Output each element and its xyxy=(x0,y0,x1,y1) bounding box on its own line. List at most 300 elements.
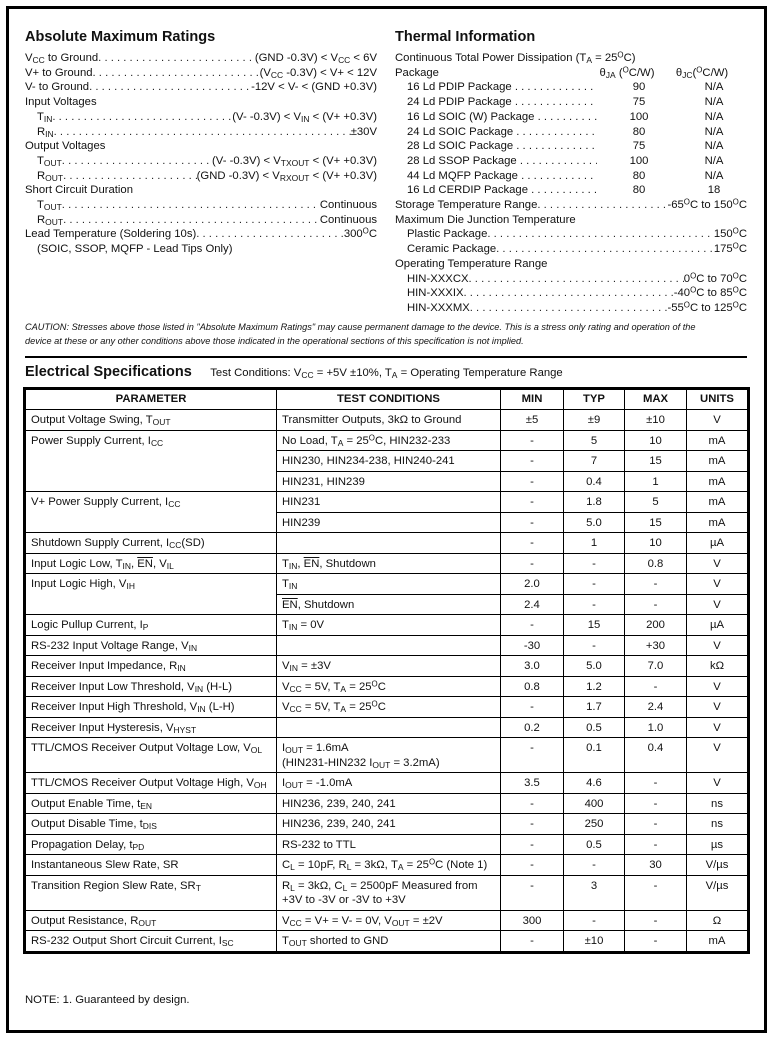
table-row xyxy=(26,574,748,595)
units-cell: V xyxy=(687,773,748,794)
subscript: OH xyxy=(253,780,267,791)
label-text: V xyxy=(25,52,33,64)
package-row xyxy=(395,154,747,169)
subscript: IN xyxy=(188,642,198,653)
text: (H-L) xyxy=(203,680,233,693)
subscript: HYST xyxy=(173,724,197,735)
degree-superscript: O xyxy=(428,857,436,867)
subscript: IL xyxy=(166,560,174,571)
degree-superscript: O xyxy=(371,678,378,688)
text: +3V to -3V or -3V to +3V xyxy=(282,894,406,906)
condition-cell xyxy=(277,574,501,595)
text: Output Enable Time, t xyxy=(31,797,141,810)
text: Transition Region Slew Rate, SR xyxy=(31,879,196,892)
typ-cell: 5 xyxy=(564,430,625,451)
text: (HIN231-HIN232 I xyxy=(282,756,373,769)
max-cell: 5 xyxy=(625,492,687,513)
label-text: Ceramic Package xyxy=(407,243,497,256)
overline-text: $\overline{EN}$ xyxy=(303,557,320,570)
leader-dots xyxy=(54,125,351,140)
max-cell: 1 xyxy=(625,471,687,492)
text: V xyxy=(282,660,290,672)
test-conditions xyxy=(210,367,562,379)
leader-dots xyxy=(512,81,597,93)
unit: C xyxy=(738,301,747,314)
typ-cell: 1.2 xyxy=(564,676,625,697)
typ-cell: - xyxy=(564,553,625,574)
column-header-test-conditions: TEST CONDITIONS xyxy=(277,390,501,410)
parameter-cell xyxy=(26,773,277,794)
theta-jc-value: N/A xyxy=(704,154,724,167)
subscript: A xyxy=(586,55,592,66)
min-cell: 2.4 xyxy=(501,594,564,615)
value-text: -55 xyxy=(667,301,684,314)
package-header xyxy=(395,66,747,81)
units-cell: ns xyxy=(687,814,748,835)
table-row xyxy=(26,410,748,431)
package-name: 16 Ld PDIP Package xyxy=(407,81,512,94)
subscript: JC xyxy=(682,69,693,80)
table-row xyxy=(26,553,748,574)
theta-ja-value: 75 xyxy=(632,96,646,109)
text: Continuous Total Power Dissipation (T xyxy=(395,52,587,64)
condition-cell: HIN231, HIN239 xyxy=(277,471,501,492)
section-title: Absolute Maximum Ratings xyxy=(25,29,216,45)
value-text: -65 xyxy=(667,199,684,212)
subscript: IN xyxy=(43,113,53,124)
text: T xyxy=(282,935,289,947)
typ-cell: 0.5 xyxy=(564,717,625,738)
table-row xyxy=(26,738,748,773)
package-name: 24 Ld SOIC Package xyxy=(407,125,514,138)
rating-vplus xyxy=(25,66,377,81)
degree-superscript: O xyxy=(362,227,369,236)
condition-cell: Transmitter Outputs, 3kΩ to Ground xyxy=(277,410,501,431)
text: Receiver Input Impedance, R xyxy=(31,660,178,672)
units-cell: V xyxy=(687,553,748,574)
min-cell: -30 xyxy=(501,635,564,656)
typ-cell: 1 xyxy=(564,533,625,554)
parameter-cell xyxy=(26,676,277,697)
table-row xyxy=(26,910,748,931)
subscript: CC xyxy=(289,704,302,715)
typ-cell: - xyxy=(564,594,625,615)
value-text: 70 xyxy=(720,272,733,285)
units-cell: mA xyxy=(687,430,748,451)
subscript: OUT xyxy=(45,172,64,183)
value-text: < (V+ +0.3V) xyxy=(309,110,377,123)
parameter-cell xyxy=(26,656,277,677)
package-name: 16 Ld SOIC (W) Package xyxy=(407,110,535,123)
text: C/W) xyxy=(702,66,729,79)
min-cell: - xyxy=(501,430,564,451)
text: = 3kΩ, C xyxy=(294,879,343,892)
typ-cell: ±9 xyxy=(564,410,625,431)
package-row xyxy=(395,139,747,154)
value-text: C xyxy=(368,228,377,241)
max-cell: 10 xyxy=(625,533,687,554)
subscript: IN xyxy=(197,704,206,715)
max-cell: 200 xyxy=(625,615,687,636)
leader-dots xyxy=(496,242,714,257)
text: Input Logic High, V xyxy=(31,578,127,590)
condition-cell xyxy=(277,717,501,738)
min-cell: 2.0 xyxy=(501,574,564,595)
rating-lead-temp xyxy=(25,227,377,242)
subscript: JA xyxy=(605,69,616,80)
parameter-cell xyxy=(26,814,277,835)
subscript: CC xyxy=(270,69,284,80)
unit: C xyxy=(738,228,747,241)
leader-dots xyxy=(464,286,674,301)
subscript: OUT xyxy=(43,202,62,213)
value-text: < (V+ +0.3V) xyxy=(309,154,377,167)
subscript: A xyxy=(397,862,404,873)
units-cell: µs xyxy=(687,834,748,855)
theta-ja-value: 80 xyxy=(632,169,646,182)
text: = 2500pF Measured from xyxy=(347,879,478,892)
table-header-row xyxy=(26,390,748,410)
text: C (Note 1) xyxy=(435,859,488,871)
text: Logic Pullup Current, I xyxy=(31,619,143,631)
units-cell: V xyxy=(687,594,748,615)
rating-sc-tout xyxy=(25,198,377,213)
value-text: -12V < V- < (GND +0.3V) xyxy=(251,81,377,94)
text: , Shutdown xyxy=(319,557,376,570)
text: C xyxy=(282,859,291,871)
text: = 5V, T xyxy=(301,680,341,693)
text: = 1.6mA xyxy=(303,742,349,754)
text: to xyxy=(698,301,714,314)
plastic-package-temp xyxy=(395,227,747,242)
subscript: T xyxy=(195,882,201,893)
subscript: IN xyxy=(288,560,298,571)
max-cell: 1.0 xyxy=(625,717,687,738)
footnote: NOTE: 1. Guaranteed by design. xyxy=(25,994,190,1006)
typ-cell: - xyxy=(564,855,625,876)
text: V xyxy=(282,914,290,927)
condition-cell xyxy=(277,773,501,794)
value-text: 300 xyxy=(343,228,363,241)
table-row xyxy=(26,656,748,677)
text: = 0V xyxy=(297,619,325,631)
theta-jc-value: N/A xyxy=(704,110,724,123)
unit: C xyxy=(738,287,747,300)
text: , V xyxy=(152,557,167,570)
text: Output Resistance, R xyxy=(31,914,139,927)
condition-cell xyxy=(277,855,501,876)
parameter-cell xyxy=(26,834,277,855)
package-name: 28 Ld SSOP Package xyxy=(407,154,517,167)
theta-ja-value: 80 xyxy=(632,125,646,138)
subscript: OUT xyxy=(138,917,157,928)
degree-superscript: O xyxy=(732,242,739,251)
condition-cell xyxy=(277,910,501,931)
text: RS-232 Input Voltage Range, V xyxy=(31,639,189,652)
condition-cell xyxy=(277,533,501,554)
parameter-cell xyxy=(26,910,277,931)
units-cell: kΩ xyxy=(687,656,748,677)
text: Input Logic Low, T xyxy=(31,557,123,570)
condition-cell xyxy=(277,697,501,718)
text: C) xyxy=(623,52,636,64)
package-row xyxy=(395,80,747,95)
max-cell: 2.4 xyxy=(625,697,687,718)
parameter-cell xyxy=(26,574,277,615)
subscript: EN xyxy=(140,800,153,811)
units-cell: µA xyxy=(687,533,748,554)
max-cell: ±10 xyxy=(625,410,687,431)
electrical-specifications-heading xyxy=(25,363,563,381)
leader-dots xyxy=(537,198,667,213)
degree-superscript: O xyxy=(683,300,690,310)
max-cell: - xyxy=(625,574,687,595)
parameter-cell xyxy=(26,738,277,773)
text: Propagation Delay, t xyxy=(31,838,133,851)
text: T xyxy=(282,557,289,570)
value-text: -0.3V) < V+ < 12V xyxy=(283,66,377,79)
min-cell: 300 xyxy=(501,910,564,931)
operating-temp-mx xyxy=(395,301,747,316)
text: = 3kΩ, T xyxy=(351,859,398,871)
min-cell: ±5 xyxy=(501,410,564,431)
value-text: < 6V xyxy=(350,52,377,64)
rating-vcc xyxy=(25,51,377,66)
subscript: TXOUT xyxy=(280,158,310,169)
subheading-max-die-junction: Maximum Die Junction Temperature xyxy=(395,213,576,226)
table-row xyxy=(26,430,748,451)
value-text: (V- -0.3V) < V xyxy=(232,110,302,123)
max-cell: 0.8 xyxy=(625,553,687,574)
parameter-cell xyxy=(26,697,277,718)
typ-cell: 15 xyxy=(564,615,625,636)
text: = 25 xyxy=(346,680,372,693)
table-row xyxy=(26,635,748,656)
subscript: OUT xyxy=(152,417,171,428)
overline-text: $\overline{EN}$ xyxy=(137,557,153,570)
subscript: IN xyxy=(194,683,204,694)
label-text: Storage Temperature Range xyxy=(395,199,538,212)
units-cell: mA xyxy=(687,492,748,513)
text: = ±3V xyxy=(298,660,331,672)
typ-cell: - xyxy=(564,574,625,595)
unit: C xyxy=(696,272,705,285)
max-cell: 15 xyxy=(625,512,687,533)
min-cell: - xyxy=(501,931,564,952)
text: = Operating Temperature Range xyxy=(397,367,563,379)
subscript: L xyxy=(346,862,352,873)
value-text: -40 xyxy=(673,287,691,300)
value-text: 85 xyxy=(720,287,733,300)
text: ( xyxy=(692,66,697,79)
condition-cell xyxy=(277,430,501,451)
unit: C xyxy=(738,272,747,285)
table-row xyxy=(26,814,748,835)
unit: C xyxy=(689,301,699,314)
thermal-information-section xyxy=(395,28,747,316)
theta-ja-value: 80 xyxy=(632,184,646,197)
units-cell: V xyxy=(687,697,748,718)
text: , Shutdown xyxy=(297,598,355,611)
min-cell: 0.2 xyxy=(501,717,564,738)
min-cell: - xyxy=(501,512,564,533)
degree-superscript: O xyxy=(622,65,629,75)
leader-dots xyxy=(517,155,597,167)
subscript: P xyxy=(142,622,149,633)
package-name: 28 Ld SOIC Package xyxy=(407,140,514,153)
package-row xyxy=(395,169,747,184)
leader-dots xyxy=(63,169,197,184)
text: V xyxy=(282,701,290,713)
table-row xyxy=(26,773,748,794)
theta: θ xyxy=(675,66,683,79)
condition-cell xyxy=(277,615,501,636)
parameter-cell xyxy=(26,793,277,814)
text: C/W) xyxy=(628,66,655,79)
theta-jc-value: N/A xyxy=(704,96,724,109)
text: = 25 xyxy=(343,434,369,447)
column-header-parameter: PARAMETER xyxy=(26,390,277,410)
subheading-output-voltages: Output Voltages xyxy=(25,140,106,153)
ceramic-package-temp xyxy=(395,242,747,257)
label-text: T xyxy=(37,199,44,212)
text: No Load, T xyxy=(282,434,338,447)
degree-superscript: O xyxy=(368,432,375,442)
label-text: HIN-XXXCX xyxy=(407,272,469,285)
condition-cell: HIN236, 239, 240, 241 xyxy=(277,793,501,814)
subscript: IH xyxy=(126,581,135,592)
parameter-cell xyxy=(26,635,277,656)
typ-cell: 0.5 xyxy=(564,834,625,855)
text: = 3.2mA) xyxy=(390,756,440,769)
theta-ja-value: 100 xyxy=(629,110,649,123)
column-header-theta-ja xyxy=(585,66,669,81)
subscript: L xyxy=(290,862,295,873)
table-row xyxy=(26,855,748,876)
max-cell: +30 xyxy=(625,635,687,656)
subscript: L xyxy=(290,882,295,893)
typ-cell: 0.4 xyxy=(564,471,625,492)
text: V+ Power Supply Current, I xyxy=(31,496,169,508)
leader-dots xyxy=(63,213,320,228)
column-header-units: UNITS xyxy=(687,390,748,410)
typ-cell: 250 xyxy=(564,814,625,835)
rating-rout xyxy=(25,169,377,184)
min-cell: - xyxy=(501,697,564,718)
table-row xyxy=(26,875,748,910)
text: , xyxy=(130,557,138,570)
text: to xyxy=(704,287,721,300)
parameter-cell: Instantaneous Slew Rate, SR xyxy=(26,855,277,876)
subscript: DIS xyxy=(142,821,157,832)
text: C, HIN232-233 xyxy=(374,434,451,447)
leader-dots xyxy=(518,170,597,182)
parameter-cell xyxy=(26,533,277,554)
units-cell: ns xyxy=(687,793,748,814)
text: shorted to GND xyxy=(306,935,389,947)
leader-dots xyxy=(470,301,668,316)
text: Output Voltage Swing, T xyxy=(31,414,153,426)
min-cell: - xyxy=(501,834,564,855)
leader-dots xyxy=(93,66,260,81)
package-name: 44 Ld MQFP Package xyxy=(407,169,518,182)
value-text: Continuous xyxy=(319,199,377,212)
text: Power Supply Current, I xyxy=(31,434,151,447)
label-text: HIN-XXXIX xyxy=(407,287,464,300)
condition-cell xyxy=(277,635,501,656)
degree-superscript: O xyxy=(732,286,739,295)
condition-cell: RS-232 to TTL xyxy=(277,834,501,855)
max-cell: - xyxy=(625,910,687,931)
text: I xyxy=(282,742,286,754)
units-cell: Ω xyxy=(687,910,748,931)
parameter-cell xyxy=(26,492,277,533)
min-cell: - xyxy=(501,471,564,492)
table-row xyxy=(26,931,748,952)
table-row xyxy=(26,717,748,738)
typ-cell: 1.8 xyxy=(564,492,625,513)
units-cell: V xyxy=(687,738,748,773)
degree-superscript: O xyxy=(371,699,378,709)
absolute-maximum-ratings-section xyxy=(25,28,377,257)
text: = 25 xyxy=(346,701,372,713)
subscript: CC xyxy=(150,437,164,448)
leader-dots xyxy=(62,154,212,169)
typ-cell: 1.7 xyxy=(564,697,625,718)
text: = 10pF, R xyxy=(294,859,347,871)
text: T xyxy=(282,578,289,590)
max-cell: - xyxy=(625,676,687,697)
theta-jc-value: N/A xyxy=(704,125,724,138)
min-cell: - xyxy=(501,451,564,472)
parameter-cell xyxy=(26,717,277,738)
theta-jc-value: N/A xyxy=(704,169,724,182)
subscript: IN xyxy=(288,581,298,592)
condition-cell: HIN239 xyxy=(277,512,501,533)
parameter-cell xyxy=(26,931,277,952)
operating-temp-ix xyxy=(395,286,747,301)
units-cell: V/µs xyxy=(687,875,748,910)
subscript: OUT xyxy=(288,938,307,949)
degree-superscript: O xyxy=(732,198,739,207)
text: = +5V ±10%, T xyxy=(313,367,392,379)
condition-cell xyxy=(277,875,501,910)
package-name: 16 Ld CERDIP Package xyxy=(407,184,528,197)
typ-cell: 400 xyxy=(564,793,625,814)
column-header-package: Package xyxy=(395,66,439,79)
column-header-min: MIN xyxy=(501,390,564,410)
subscript: CC xyxy=(32,55,45,66)
subscript: IN xyxy=(45,128,54,139)
subscript: A xyxy=(337,437,344,448)
value-text: (GND -0.3V) < V xyxy=(196,169,280,182)
typ-cell: - xyxy=(564,635,625,656)
min-cell: - xyxy=(501,738,564,773)
typ-cell: ±10 xyxy=(564,931,625,952)
degree-superscript: O xyxy=(732,300,739,310)
text: Receiver Input Low Threshold, V xyxy=(31,680,195,693)
max-cell: 7.0 xyxy=(625,656,687,677)
units-cell: V xyxy=(687,676,748,697)
degree-superscript: O xyxy=(732,271,739,280)
max-cell: 0.4 xyxy=(625,738,687,773)
subheading-input-voltages: Input Voltages xyxy=(25,96,97,109)
condition-cell xyxy=(277,738,501,773)
subscript: OL xyxy=(250,745,263,756)
package-name: 24 Ld PDIP Package xyxy=(407,96,512,109)
operating-temp-cx xyxy=(395,272,747,287)
degree-superscript: O xyxy=(690,271,697,280)
